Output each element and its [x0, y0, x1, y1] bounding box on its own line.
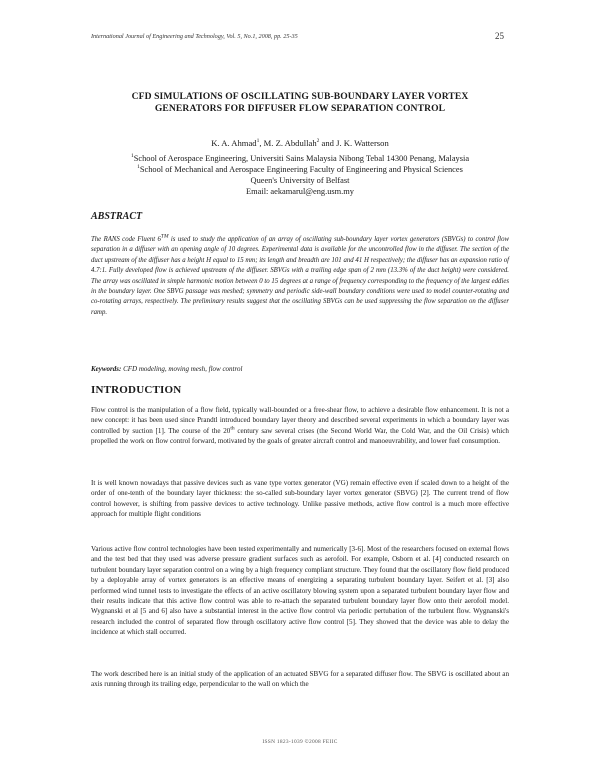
affiliation-1	[60, 153, 540, 164]
affiliation-2	[60, 164, 540, 175]
intro-paragraph-2: It is well known nowadays that passive devices such as vane type vortex generator (VG) remain effective even if scaled down to a height of the order of one-tenth of the boundary layer thickness: the so-called sub-boundary layer vortex generator (SBVG) [2]. The current trend of flow control however, is shifting from passive devices to active technology. Unlike passive methods, active flow control is a much more effective approach for multiple flight conditions	[91, 479, 509, 519]
author-2-affil-mark: 2	[316, 138, 320, 145]
author-separator: ,	[259, 138, 264, 148]
intro-paragraph-3: Various active flow control technologies have been tested experimentally and numerically [3-6]. Most of the researchers focused on external flows and the test bed that they used was adverse pressure gradient surfaces such as aerofoil. For example, Osborn et al. [4] conducted research on turbulent boundary layer separation control on a wing by a high frequency compliant structure. They found that the oscillatory flow field produced by a deployable array of vortex generators is an effective means of energizing a separating turbulent boundary layer. Seifert et al. [3] also performed wind tunnel tests to investigate the effects of an active oscillatory blowing system upon a separated turbulent boundary layer flow and their results indicate that this active flow control was able to re-attach the separated turbulent boundary layer flow onto their aerofoil model. Wygnanski et al [5 and 6] also have a substantial interest in the active flow control via periodic pertubation of the turbulent flow. Wygnanski's research included the control of separated flow through oscillatory active flow control [5]. They showed that the device was able to delay the incidence at which stall occurred.	[91, 545, 509, 637]
affiliation-1-mark: 1	[130, 153, 134, 160]
intro-paragraph-4: The work described here is an initial study of the application of an actuated SBVG for a separated diffuser flow. The SBVG is oscillated about an axis running through its trailing edge, perpendicular to the wall on which the	[91, 670, 509, 689]
abstract-text-rest: is used to study the application of an array of oscillating sub-boundary layer vortex generators (SBVGs) to control flow separation in a diffuser with an opening angle of 10 degrees. Experimental data is available for the uncontrolled flow in the diffuser. The section of the duct upstream of the diffuser has a height H equal to 15 mm; its length and breadth are 101 and 41 H respectively; the diffuser has an expansion ratio of 4.7:1. Fully developed flow is achieved upstream of the diffuser. SBVGs with a trailing edge span of 2 mm (13.3% of the duct height) were considered. The array was oscillated in simple harmonic motion between 0 to 15 degrees at a range of frequency corresponding to the frequency of the largest eddies in the boundary layer. One SBVG passage was meshed; symmetry and periodic side-wall boundary conditions were used to model counter-rotating and co-rotating arrays, respectively. The preliminary results suggest that the oscillating SBVGs can be used suppressing the flow separation on the diffuser ramp.	[91, 236, 510, 316]
affiliation-2-text: School of Mechanical and Aerospace Engineering Faculty of Engineering and Physical Sciences	[139, 165, 463, 174]
page-number: 25	[495, 31, 504, 41]
keywords-text: CFD modeling, moving mesh, flow control	[121, 365, 243, 373]
page-footer-issn: ISSN 1823-1039 ©2008 FEIIC	[262, 739, 338, 745]
intro-p1-text-start: Flow control is the manipulation of a flow field, typically wall-bounded or a free-shear flow, to achieve a desirable flow enhancement. It is not a new concept: it has been used since Prandtl introduced boundary layer theory and described several experiments in which a boundary layer was controlled by suction [1]. The course of the 20	[91, 406, 509, 435]
keywords-label: Keywords:	[91, 365, 122, 373]
author-1-affil-mark: 1	[256, 138, 260, 145]
abstract-body	[91, 235, 509, 318]
author-separator: and	[319, 138, 337, 148]
title-line-1: CFD SIMULATIONS OF OSCILLATING SUB-BOUNDARY LAYER VORTEX	[131, 91, 469, 102]
affiliation-2-mark: 1	[137, 164, 140, 171]
paper-title	[60, 91, 540, 115]
trademark-mark: TM	[160, 233, 169, 240]
ordinal-suffix: th	[230, 425, 235, 432]
author-1: K. A. Ahmad	[211, 138, 257, 148]
section-heading-introduction: INTRODUCTION	[91, 384, 182, 396]
author-2: M. Z. Abdullah	[263, 138, 317, 148]
author-3: J. K. Watterson	[336, 138, 389, 148]
abstract-heading: ABSTRACT	[91, 211, 143, 222]
abstract-text-start: The RANS code Fluent 6	[91, 236, 161, 243]
running-head: International Journal of Engineering and Technology, Vol. 5, No.1, 2008, pp. 25-35	[91, 33, 298, 40]
affiliation-1-text: School of Aerospace Engineering, Universiti Sains Malaysia Nibong Tebal 14300 Penang, Malaysia	[133, 154, 470, 163]
keywords	[91, 365, 509, 373]
author-list	[60, 138, 540, 149]
intro-p1-text-rest: century saw several crises (the Second World War, the Cold War, and the Oil Crisis) which propelled the work on flow control forward, motivated by the goals of greater aircraft control and manoeuvrability, and lower fuel consumption.	[91, 426, 509, 446]
title-line-2: GENERATORS FOR DIFFUSER FLOW SEPARATION CONTROL	[154, 103, 446, 114]
affiliation-2-line-2: Queen's University of Belfast	[250, 176, 350, 185]
intro-paragraph-1	[91, 405, 509, 447]
contact-email: Email: aekamarul@eng.usm.my	[246, 187, 354, 196]
affiliations	[60, 153, 540, 197]
